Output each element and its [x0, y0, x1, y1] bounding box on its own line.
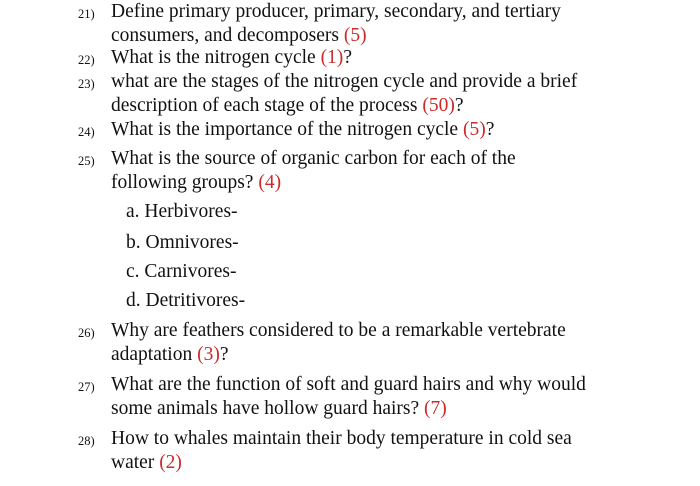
question-text-fragment: adaptation [111, 344, 198, 365]
question-tail: ? [343, 47, 352, 68]
question-text-line-2 [111, 171, 678, 195]
question-number: 25) [78, 154, 95, 168]
question-text-line-2 [111, 94, 678, 118]
question-number: 27) [78, 380, 95, 394]
question-number: 24) [78, 125, 95, 139]
question-text-line-2 [111, 343, 678, 367]
points-value: (7) [424, 398, 447, 419]
points-value: (5) [462, 119, 486, 140]
question-26 [78, 319, 678, 367]
question-number: 22) [78, 53, 95, 67]
list-item-omnivores: b. Omnivores- [126, 232, 239, 253]
question-28 [78, 427, 678, 475]
points-value: (2) [159, 452, 182, 473]
question-text-line-1: Why are feathers considered to be a remarkable vertebrate [111, 320, 566, 341]
question-tail: ? [219, 344, 229, 365]
question-text-fragment: What is the importance of the nitrogen cycle [111, 119, 463, 140]
question-text-fragment: consumers, and decomposers [111, 25, 344, 46]
question-tail: ? [454, 95, 464, 116]
question-22 [78, 46, 678, 70]
points-value: (4) [258, 172, 282, 193]
question-text-line-1: Define primary producer, primary, secondary, and tertiary [111, 1, 561, 22]
list-item-carnivores: c. Carnivores- [126, 261, 237, 282]
question-text-fragment: some animals have hollow guard hairs? [111, 398, 424, 419]
question-text-line-1: what are the stages of the nitrogen cycle and provide a brief [111, 71, 578, 92]
question-tail: ? [485, 119, 495, 140]
question-text-fragment: following groups? [111, 172, 259, 193]
question-text-line-1: What is the source of organic carbon for each of the [111, 148, 516, 169]
points-value: (50) [422, 95, 455, 116]
points-value: (5) [343, 25, 367, 46]
question-text-line-2 [111, 397, 678, 421]
question-text-line-2 [111, 451, 678, 475]
question-text-line-1: How to whales maintain their body temperature in cold sea [111, 428, 572, 449]
question-number: 26) [78, 326, 95, 340]
question-text-fragment: What is the nitrogen cycle [111, 47, 321, 68]
question-24 [78, 118, 678, 142]
question-text-line-2 [111, 24, 678, 48]
list-item-herbivores: a. Herbivores- [126, 201, 238, 222]
question-23 [78, 70, 678, 118]
points-value: (1) [320, 47, 344, 68]
question-number: 23) [78, 77, 95, 91]
question-text-fragment: water [111, 452, 160, 473]
question-number: 28) [78, 434, 95, 448]
list-item-detritivores: d. Detritivores- [126, 290, 246, 311]
question-text-fragment: description of each stage of the process [111, 95, 423, 116]
question-text-line-1: What are the function of soft and guard hairs and why would [111, 374, 586, 395]
question-27 [78, 373, 678, 421]
question-number: 21) [78, 7, 95, 21]
points-value: (3) [197, 344, 220, 365]
question-21 [78, 0, 678, 48]
question-text-line-1 [111, 118, 678, 142]
question-text-line-1 [111, 46, 678, 70]
question-25 [78, 147, 678, 195]
